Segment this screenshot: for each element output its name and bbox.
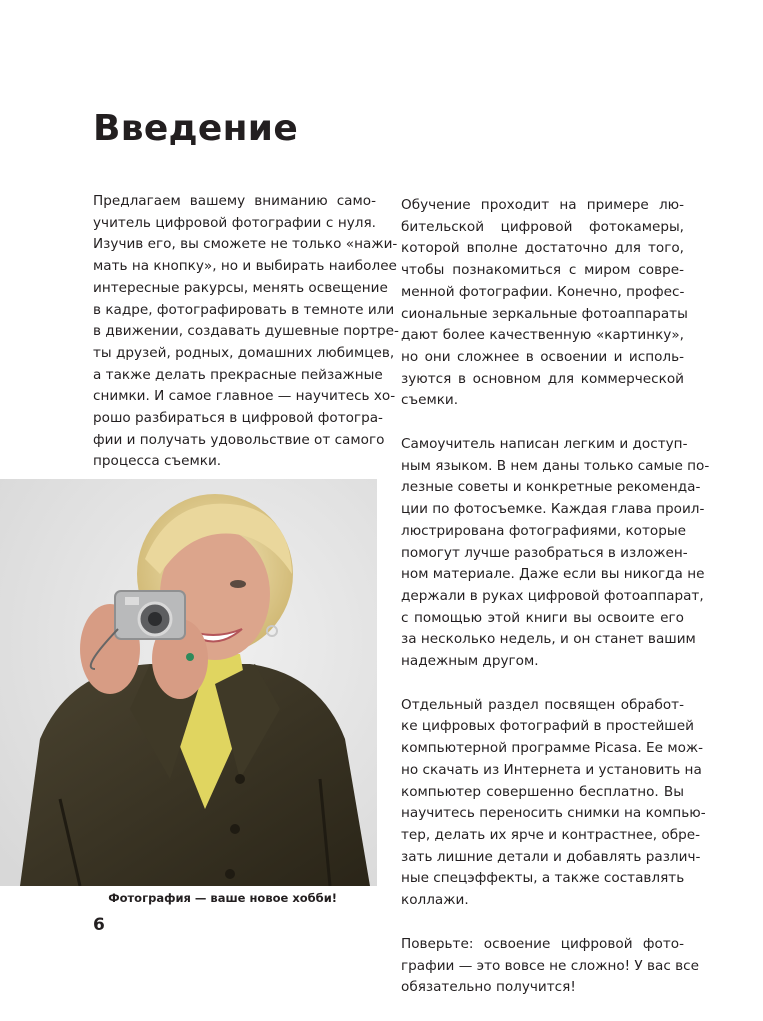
text-line: снимки. И самое главное — научитесь хо- (93, 388, 396, 405)
text-line: чтобы познакомиться с миром совре- (401, 262, 684, 279)
text-line: ном материале. Даже если вы никогда не (401, 566, 705, 583)
text-line: Самоучитель написан легким и доступ- (401, 436, 688, 453)
text-line: ты друзей, родных, домашних любимцев, (93, 344, 395, 361)
text-line: бительской цифровой фотокамеры, (401, 218, 684, 235)
text-line: с помощью этой книги вы освоите его (401, 609, 684, 626)
text-line: научитесь переносить снимки на компью- (401, 805, 706, 822)
text-line: менной фотографии. Конечно, профес- (401, 283, 685, 300)
text-line: люстрирована фотографиями, которые (401, 522, 686, 539)
text-line: ции по фотосъемке. Каждая глава проил- (401, 501, 705, 518)
text-line: зать лишние детали и добавлять различ- (401, 848, 701, 865)
paragraph (401, 695, 706, 912)
text-line: которой вполне достаточно для того, (401, 240, 684, 257)
text-line: Изучив его, вы сможете не только «нажи- (93, 236, 398, 253)
text-line: дают более качественную «картинку», (401, 327, 684, 344)
text-line: мать на кнопку», но и выбирать наиболее (93, 258, 397, 275)
text-line: в движении, создавать душевные портре- (93, 323, 399, 340)
page-title: Введение (93, 108, 299, 149)
paragraph (401, 195, 688, 412)
paragraph (93, 191, 399, 473)
text-line: но скачать из Интернета и установить на (401, 761, 702, 778)
text-line: ные спецэффекты, а также составлять (401, 870, 685, 887)
text-line: ным языком. В нем даны только самые по- (401, 457, 710, 474)
text-line: держали в руках цифровой фотоаппарат, (401, 587, 704, 604)
paragraph (401, 934, 700, 999)
text-line: обязательно получится! (401, 979, 576, 996)
text-line: надежным другом. (401, 653, 539, 670)
text-line: помогут лучше разобраться в изложен- (401, 544, 688, 561)
text-line: Обучение проходит на примере лю- (401, 197, 684, 213)
text-line: ке цифровых фотографий в простейшей (401, 718, 694, 735)
page-number: 6 (93, 915, 105, 935)
text-line: тер, делать их ярче и контрастнее, обре- (401, 826, 701, 843)
text-line: в кадре, фотографировать в темноте или (93, 301, 395, 318)
text-line: коллажи. (401, 892, 469, 909)
text-line: процесса съемки. (93, 453, 222, 470)
text-line: учитель цифровой фотографии с нуля. (93, 214, 376, 231)
text-line: а также делать прекрасные пейзажные (93, 366, 383, 383)
text-line: графии — это вовсе не сложно! У вас все (401, 957, 700, 974)
text-line: но они сложнее в освоении и исполь- (401, 348, 684, 365)
text-line: за несколько недель, и он станет вашим (401, 631, 696, 648)
text-line: интересные ракурсы, менять освещение (93, 279, 388, 296)
photo-caption: Фотография — ваше новое хобби! (108, 891, 337, 905)
left-column (93, 191, 399, 495)
text-line: Предлагаем вашему вниманию само- (93, 193, 376, 209)
photo-woman-with-camera (0, 479, 377, 886)
text-line: Поверьте: освоение цифровой фото- (401, 935, 684, 952)
right-column (401, 195, 710, 1021)
text-line: рошо разбираться в цифровой фотогра- (93, 410, 383, 427)
text-line: съемки. (401, 392, 459, 409)
text-line: компьютер совершенно бесплатно. Вы (401, 783, 684, 800)
text-line: сиональные зеркальные фотоаппараты (401, 305, 688, 322)
text-line: фии и получать удовольствие от самого (93, 431, 385, 448)
text-line: Отдельный раздел посвящен обработ- (401, 696, 684, 713)
text-line: компьютерной программе Picasa. Ее мож- (401, 740, 704, 757)
text-line: лезные советы и конкретные рекоменда- (401, 479, 701, 496)
paragraph (401, 434, 710, 673)
text-line: зуются в основном для коммерческой (401, 370, 684, 387)
